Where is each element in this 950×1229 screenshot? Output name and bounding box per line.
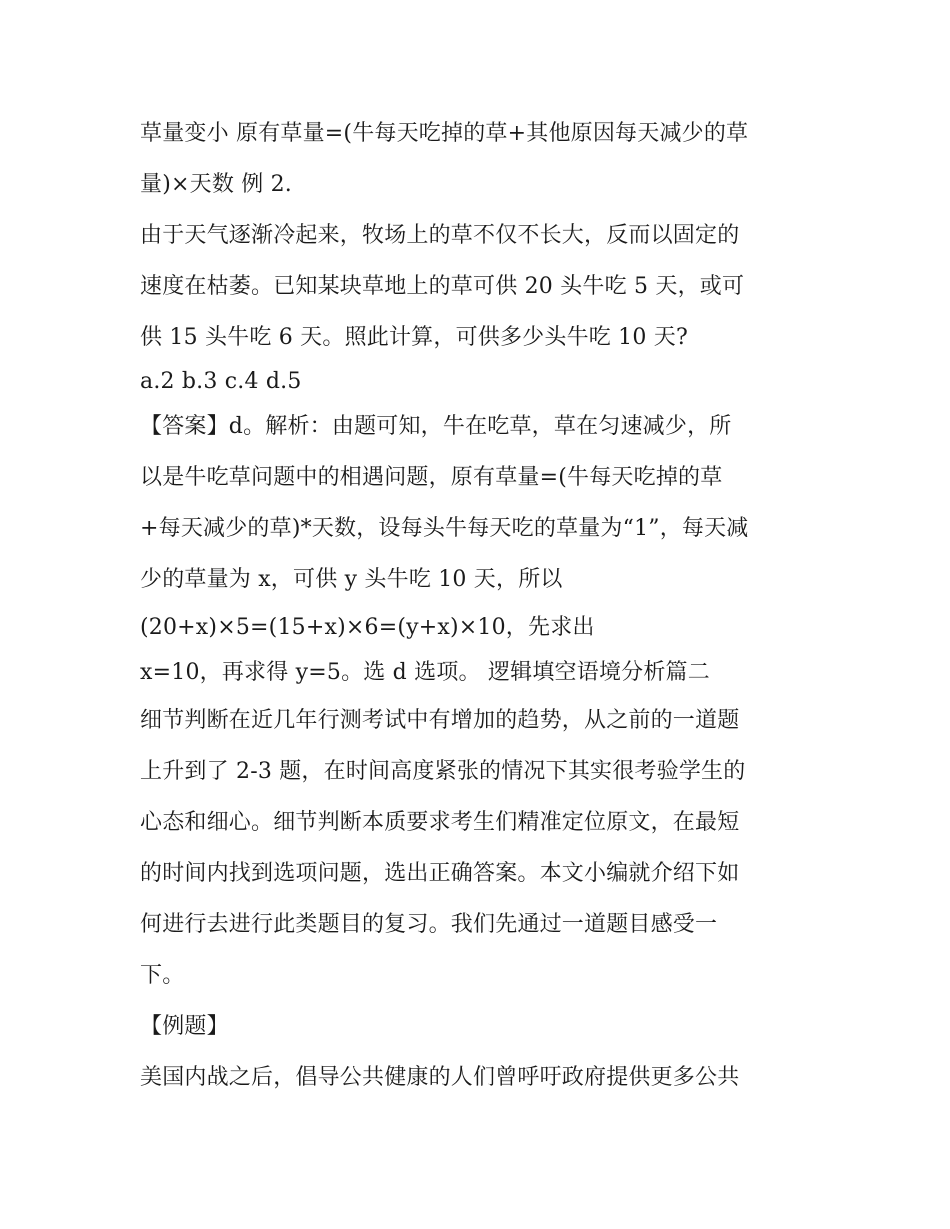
text-line: 何进行去进行此类题目的复习。我们先通过一道题目感受一 [140,912,718,937]
text-line: 由于天气逐渐冷起来，牧场上的草不仅不长大，反而以固定的 [140,223,740,248]
text-line: 美国内战之后，倡导公共健康的人们曾呼吁政府提供更多公共 [140,1065,740,1090]
text-line: x=10，再求得 y=5。选 d 选项。 逻辑填空语境分析篇二 [140,660,710,685]
text-line: 供 15 头牛吃 6 天。照此计算，可供多少头牛吃 10 天? [140,325,688,350]
text-line: +每天减少的草)*天数，设每头牛每天吃的草量为“1”，每天减 [140,516,749,541]
text-line: 少的草量为 x，可供 y 头牛吃 10 天，所以 [140,567,563,592]
example-heading: 【例题】 [140,1014,229,1039]
text-line: 的时间内找到选项问题，选出正确答案。本文小编就介绍下如 [140,861,740,886]
formula-line: (20+x)×5=(15+x)×6=(y+x)×10，先求出 [140,615,595,640]
text-line: 上升到了 2-3 题，在时间高度紧张的情况下其实很考验学生的 [140,759,746,784]
text-line: 下。 [140,963,185,988]
text-line: 心态和细心。细节判断本质要求考生们精准定位原文，在最短 [140,810,740,835]
text-line: 草量变小 原有草量=(牛每天吃掉的草+其他原因每天减少的草 [140,121,749,146]
text-line: 以是牛吃草问题中的相遇问题，原有草量=(牛每天吃掉的草 [140,465,723,490]
document-page [140,108,820,1103]
text-line: 速度在枯萎。已知某块草地上的草可供 20 头牛吃 5 天，或可 [140,274,745,299]
answer-line: 【答案】d。解析：由题可知，牛在吃草，草在匀速减少，所 [140,414,732,439]
options-line: a.2 b.3 c.4 d.5 [140,369,302,394]
text-line: 细节判断在近几年行测考试中有增加的趋势，从之前的一道题 [140,708,740,733]
text-line: 量)×天数 例 2. [140,172,292,197]
